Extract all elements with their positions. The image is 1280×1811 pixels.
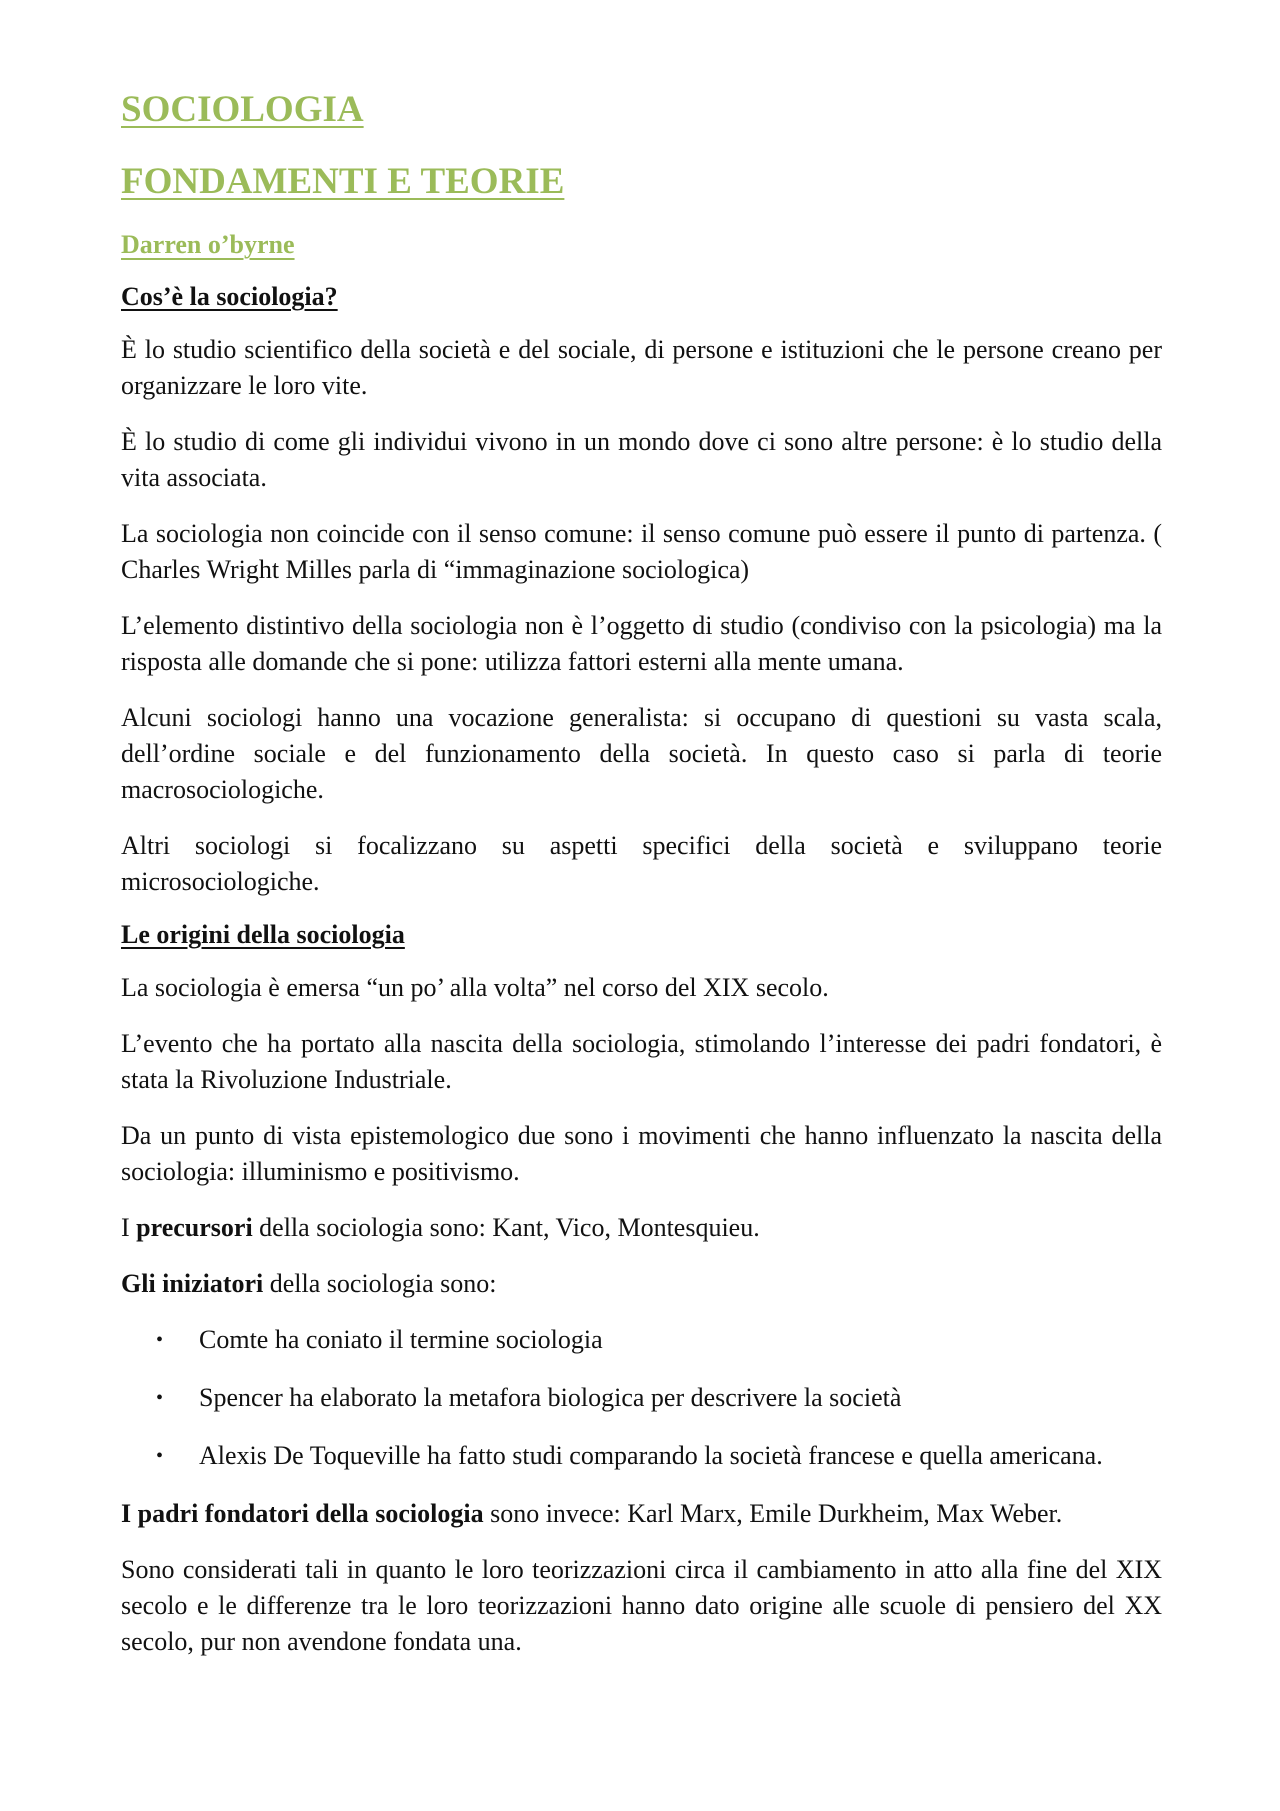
document-subtitle: FONDAMENTI E TEORIE	[121, 161, 565, 202]
document-page	[121, 88, 1162, 1660]
paragraph: La sociologia è emersa “un po’ alla volta” nel corso del XIX secolo.	[121, 973, 829, 1002]
document-title: SOCIOLOGIA	[121, 89, 364, 130]
list-item: • Spencer ha elaborato la metafora biologica per descrivere la società	[121, 1380, 1162, 1416]
paragraph: L’elemento distintivo della sociologia non è l’oggetto di studio (condiviso con la psicologia) ma la risposta alle domande che si pone: utilizza fattori esterni alla mente umana.	[121, 611, 1162, 676]
iniziatori-paragraph: Gli iniziatori della sociologia sono:	[121, 1269, 497, 1298]
section-heading-what-is: Cos’è la sociologia?	[121, 282, 338, 311]
author-name: Darren o’byrne	[121, 230, 295, 259]
paragraph: Alcuni sociologi hanno una vocazione generalista: si occupano di questioni su vasta scala, dell’ordine sociale e del funzionamento della società. In questo caso si parla di teorie macrosociologiche.	[121, 703, 1162, 804]
padri-paragraph: I padri fondatori della sociologia sono invece: Karl Marx, Emile Durkheim, Max Weber.	[121, 1499, 1063, 1528]
section-heading-origins: Le origini della sociologia	[121, 920, 405, 949]
precursori-paragraph: I precursori della sociologia sono: Kant, Vico, Montesquieu.	[121, 1213, 760, 1242]
bullet-icon: •	[156, 1387, 164, 1409]
paragraph: Altri sociologi si focalizzano su aspetti specifici della società e sviluppano teorie microsociologiche.	[121, 831, 1162, 896]
bold-term: precursori	[136, 1213, 253, 1242]
bold-term: Gli iniziatori	[121, 1269, 264, 1298]
iniziatori-list	[121, 1322, 1162, 1474]
paragraph: Sono considerati tali in quanto le loro teorizzazioni circa il cambiamento in atto alla fine del XIX secolo e le differenze tra le loro teorizzazioni hanno dato origine alle scuole di pensiero del XX secolo, pur non avendone fondata una.	[121, 1555, 1162, 1656]
paragraph: È lo studio di come gli individui vivono in un mondo dove ci sono altre persone: è lo studio della vita associata.	[121, 427, 1162, 492]
paragraph: È lo studio scientifico della società e del sociale, di persone e istituzioni che le persone creano per organizzare le loro vite.	[121, 335, 1162, 400]
paragraph: Da un punto di vista epistemologico due sono i movimenti che hanno influenzato la nascita della sociologia: illuminismo e positivismo.	[121, 1121, 1162, 1186]
bullet-icon: •	[156, 1445, 164, 1467]
bullet-icon: •	[156, 1329, 164, 1351]
list-item: • Comte ha coniato il termine sociologia	[121, 1322, 1162, 1358]
paragraph: L’evento che ha portato alla nascita della sociologia, stimolando l’interesse dei padri fondatori, è stata la Rivoluzione Industriale.	[121, 1029, 1162, 1094]
bold-term: I padri fondatori della sociologia	[121, 1499, 484, 1528]
list-item: • Alexis De Toqueville ha fatto studi comparando la società francese e quella americana.	[121, 1438, 1162, 1474]
paragraph: La sociologia non coincide con il senso comune: il senso comune può essere il punto di partenza. ( Charles Wright Milles parla di “immaginazione sociologica)	[121, 519, 1162, 584]
